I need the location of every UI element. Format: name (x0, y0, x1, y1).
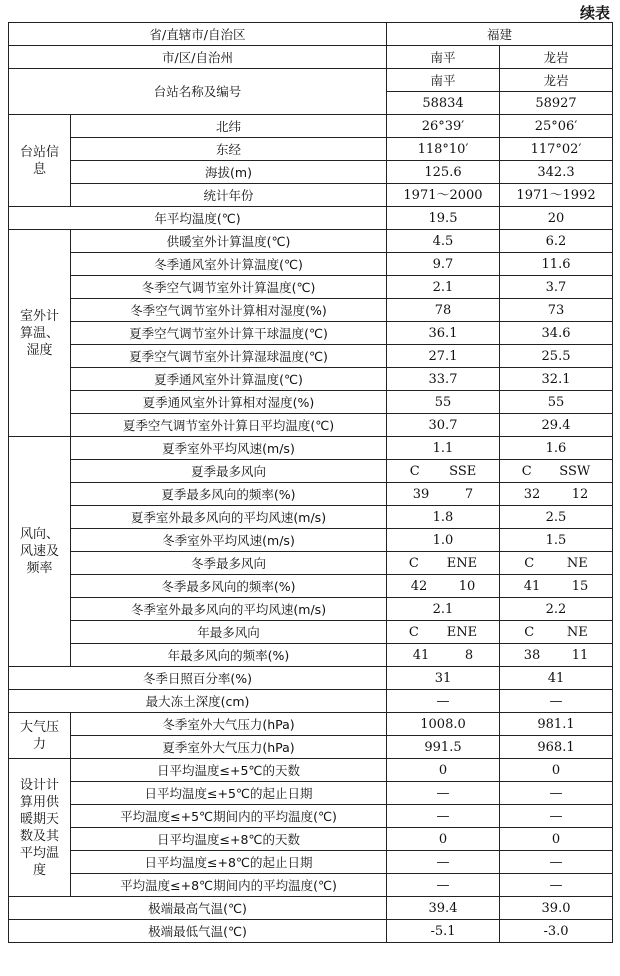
station_info-row-label: 海拔(m) (71, 161, 387, 184)
wind-row (9, 529, 613, 552)
wind-row (9, 483, 613, 506)
wind-row (9, 598, 613, 621)
value-b: 1971～1992 (500, 184, 613, 207)
value-b: 0 (500, 828, 613, 851)
wind-row (9, 506, 613, 529)
outdoor_calc-row-label: 冬季空气调节室外计算温度(℃) (71, 276, 387, 299)
outdoor_calc-row-label: 夏季通风室外计算相对湿度(%) (71, 391, 387, 414)
extreme_max-label: 极端最高气温(℃) (9, 897, 387, 920)
value-part: C (408, 624, 419, 640)
value-b: 29.4 (500, 414, 613, 437)
sunshine-label: 冬季日照百分率(%) (9, 667, 387, 690)
pressure-row-label: 冬季室外大气压力(hPa) (71, 713, 387, 736)
wind-row-label: 夏季室外最多风向的平均风速(m/s) (71, 506, 387, 529)
value-a: — (387, 690, 500, 713)
outdoor_calc-row-label: 夏季空气调节室外计算日平均温度(℃) (71, 414, 387, 437)
wind-row-label: 冬季最多风向 (71, 552, 387, 575)
value-a: 36.1 (387, 322, 500, 345)
value-a: 1.8 (387, 506, 500, 529)
value-b: -3.0 (500, 920, 613, 943)
extreme_max-row (9, 897, 613, 920)
value-b (500, 460, 613, 483)
station_info-row (9, 184, 613, 207)
value-a: — (387, 851, 500, 874)
pressure-row (9, 736, 613, 759)
outdoor_calc-row (9, 276, 613, 299)
heating-group-label: 设计计算用供暖期天数及其平均温度 (9, 759, 71, 897)
station_info-row (9, 138, 613, 161)
value-b (500, 644, 613, 667)
wind-row (9, 552, 613, 575)
value-part: 12 (571, 486, 589, 502)
value-pair (387, 648, 499, 663)
station_info-row (9, 161, 613, 184)
heating-row (9, 805, 613, 828)
value-a: 78 (387, 299, 500, 322)
value-a: — (387, 874, 500, 897)
value-b: 1.6 (500, 437, 613, 460)
value-a: 26°39′ (387, 115, 500, 138)
value-b: 20 (500, 207, 613, 230)
wind-group-label: 风向、风速及频率 (9, 437, 71, 667)
sunshine-row (9, 667, 613, 690)
value-a: 31 (387, 667, 500, 690)
station-id-a: 58834 (387, 92, 500, 115)
value-part: 39 (412, 486, 430, 502)
value-pair (500, 464, 612, 479)
annual_mean-label: 年平均温度(℃) (9, 207, 387, 230)
value-part: 41 (523, 578, 541, 594)
outdoor_calc-row (9, 368, 613, 391)
value-b: 25°06′ (500, 115, 613, 138)
pressure-group-label: 大气压力 (9, 713, 71, 759)
outdoor_calc-row (9, 322, 613, 345)
value-part: 11 (571, 647, 589, 663)
heating-row (9, 828, 613, 851)
value-b: 73 (500, 299, 613, 322)
station-name-b: 龙岩 (500, 69, 613, 92)
value-part: C (521, 463, 532, 479)
outdoor_calc-row-label: 冬季空气调节室外计算相对湿度(%) (71, 299, 387, 322)
value-a: 991.5 (387, 736, 500, 759)
value-pair (500, 648, 612, 663)
value-b: 1.5 (500, 529, 613, 552)
outdoor_calc-row (9, 253, 613, 276)
value-a (387, 644, 500, 667)
value-b: — (500, 805, 613, 828)
wind-row-label: 夏季室外平均风速(m/s) (71, 437, 387, 460)
station_info-row-label: 东经 (71, 138, 387, 161)
heating-row-label: 日平均温度≤+8℃的起止日期 (71, 851, 387, 874)
value-b: 11.6 (500, 253, 613, 276)
pressure-row (9, 713, 613, 736)
value-pair (387, 625, 499, 640)
value-a: 1971～2000 (387, 184, 500, 207)
value-b: — (500, 851, 613, 874)
value-b: 117°02′ (500, 138, 613, 161)
value-a (387, 483, 500, 506)
value-part: SSE (449, 463, 477, 479)
wind-row (9, 575, 613, 598)
heating-row (9, 782, 613, 805)
continued-label: 续表 (579, 4, 610, 22)
wind-row-label: 夏季最多风向 (71, 460, 387, 483)
outdoor_calc-row-label: 夏季空气调节室外计算干球温度(℃) (71, 322, 387, 345)
value-b: 3.7 (500, 276, 613, 299)
value-a: 2.1 (387, 598, 500, 621)
value-part: 42 (410, 578, 428, 594)
value-part: ENE (446, 624, 478, 640)
value-a: 1008.0 (387, 713, 500, 736)
value-part: SSW (559, 463, 591, 479)
value-part: 38 (523, 647, 541, 663)
value-pair (500, 556, 612, 571)
value-a: 0 (387, 828, 500, 851)
value-b: 0 (500, 759, 613, 782)
value-part: NE (566, 555, 588, 571)
outdoor_calc-row (9, 299, 613, 322)
outdoor_calc-row (9, 345, 613, 368)
heating-row-label: 平均温度≤+8℃期间内的平均温度(℃) (71, 874, 387, 897)
value-b: 39.0 (500, 897, 613, 920)
value-b: 981.1 (500, 713, 613, 736)
value-part: C (524, 555, 535, 571)
outdoor_calc-row-label: 冬季通风室外计算温度(℃) (71, 253, 387, 276)
value-a: 4.5 (387, 230, 500, 253)
value-b: 6.2 (500, 230, 613, 253)
extreme_min-row (9, 920, 613, 943)
value-pair (500, 625, 612, 640)
station_info-group-label: 台站信息 (9, 115, 71, 207)
station-name-row (9, 69, 613, 92)
value-part: C (408, 555, 419, 571)
value-pair (500, 487, 612, 502)
outdoor_calc-row-label: 夏季空气调节室外计算湿球温度(℃) (71, 345, 387, 368)
pressure-row-label: 夏季室外大气压力(hPa) (71, 736, 387, 759)
value-pair (387, 579, 499, 594)
station_info-row-label: 北纬 (71, 115, 387, 138)
value-part: NE (566, 624, 588, 640)
value-b: — (500, 690, 613, 713)
value-a: 30.7 (387, 414, 500, 437)
outdoor_calc-row-label: 供暖室外计算温度(℃) (71, 230, 387, 253)
value-part: ENE (446, 555, 478, 571)
wind-row-label: 夏季最多风向的频率(%) (71, 483, 387, 506)
city-b: 龙岩 (500, 46, 613, 69)
value-b: 25.5 (500, 345, 613, 368)
value-b: 32.1 (500, 368, 613, 391)
outdoor_calc-row (9, 230, 613, 253)
outdoor_calc-group-label: 室外计算温、湿度 (9, 230, 71, 437)
value-b (500, 483, 613, 506)
value-b: — (500, 782, 613, 805)
value-a: 2.1 (387, 276, 500, 299)
value-a: 125.6 (387, 161, 500, 184)
city-label: 市/区/自治州 (9, 46, 387, 69)
value-b: 55 (500, 391, 613, 414)
value-part: C (524, 624, 535, 640)
frost-label: 最大冻土深度(cm) (9, 690, 387, 713)
heating-row-label: 平均温度≤+5℃期间内的平均温度(℃) (71, 805, 387, 828)
value-a: 1.0 (387, 529, 500, 552)
wind-row-label: 冬季室外最多风向的平均风速(m/s) (71, 598, 387, 621)
value-part: 15 (571, 578, 589, 594)
value-a: 27.1 (387, 345, 500, 368)
value-pair (387, 556, 499, 571)
value-a (387, 575, 500, 598)
value-a: 1.1 (387, 437, 500, 460)
value-b: 34.6 (500, 322, 613, 345)
outdoor_calc-row (9, 414, 613, 437)
value-a (387, 460, 500, 483)
station-id-b: 58927 (500, 92, 613, 115)
wind-row (9, 437, 613, 460)
outdoor_calc-row-label: 夏季通风室外计算温度(℃) (71, 368, 387, 391)
station-name-a: 南平 (387, 69, 500, 92)
wind-row (9, 644, 613, 667)
heating-row-label: 日平均温度≤+8℃的天数 (71, 828, 387, 851)
value-a: 19.5 (387, 207, 500, 230)
value-pair (500, 579, 612, 594)
outdoor_calc-row (9, 391, 613, 414)
value-a: -5.1 (387, 920, 500, 943)
city-a: 南平 (387, 46, 500, 69)
wind-row-label: 年最多风向 (71, 621, 387, 644)
wind-row (9, 621, 613, 644)
value-a: 0 (387, 759, 500, 782)
value-b (500, 575, 613, 598)
value-b: 2.2 (500, 598, 613, 621)
value-a: 9.7 (387, 253, 500, 276)
value-part: 32 (523, 486, 541, 502)
wind-row-label: 冬季室外平均风速(m/s) (71, 529, 387, 552)
value-a: 118°10′ (387, 138, 500, 161)
value-pair (387, 464, 499, 479)
wind-row-label: 冬季最多风向的频率(%) (71, 575, 387, 598)
heating-row (9, 874, 613, 897)
heating-row-label: 日平均温度≤+5℃的起止日期 (71, 782, 387, 805)
value-a: 39.4 (387, 897, 500, 920)
value-a: — (387, 805, 500, 828)
value-a (387, 621, 500, 644)
value-b (500, 552, 613, 575)
value-a: 33.7 (387, 368, 500, 391)
value-b: 968.1 (500, 736, 613, 759)
heating-row-label: 日平均温度≤+5℃的天数 (71, 759, 387, 782)
heating-row (9, 759, 613, 782)
value-a: — (387, 782, 500, 805)
station-label: 台站名称及编号 (9, 69, 387, 115)
extreme_min-label: 极端最低气温(℃) (9, 920, 387, 943)
value-a: 55 (387, 391, 500, 414)
heating-row (9, 851, 613, 874)
value-part: C (409, 463, 420, 479)
wind-row (9, 460, 613, 483)
climate-parameter-table (8, 22, 613, 943)
value-part: 7 (464, 486, 474, 502)
province-label: 省/直辖市/自治区 (9, 23, 387, 46)
value-part: 41 (412, 647, 430, 663)
station_info-row-label: 统计年份 (71, 184, 387, 207)
value-b: — (500, 874, 613, 897)
value-b (500, 621, 613, 644)
station_info-row (9, 115, 613, 138)
value-a (387, 552, 500, 575)
annual_mean-row (9, 207, 613, 230)
value-b: 2.5 (500, 506, 613, 529)
city-row (9, 46, 613, 69)
value-part: 8 (464, 647, 474, 663)
wind-row-label: 年最多风向的频率(%) (71, 644, 387, 667)
frost-row (9, 690, 613, 713)
value-b: 342.3 (500, 161, 613, 184)
value-part: 10 (458, 578, 476, 594)
value-pair (387, 487, 499, 502)
province-value: 福建 (387, 23, 613, 46)
value-b: 41 (500, 667, 613, 690)
province-row (9, 23, 613, 46)
